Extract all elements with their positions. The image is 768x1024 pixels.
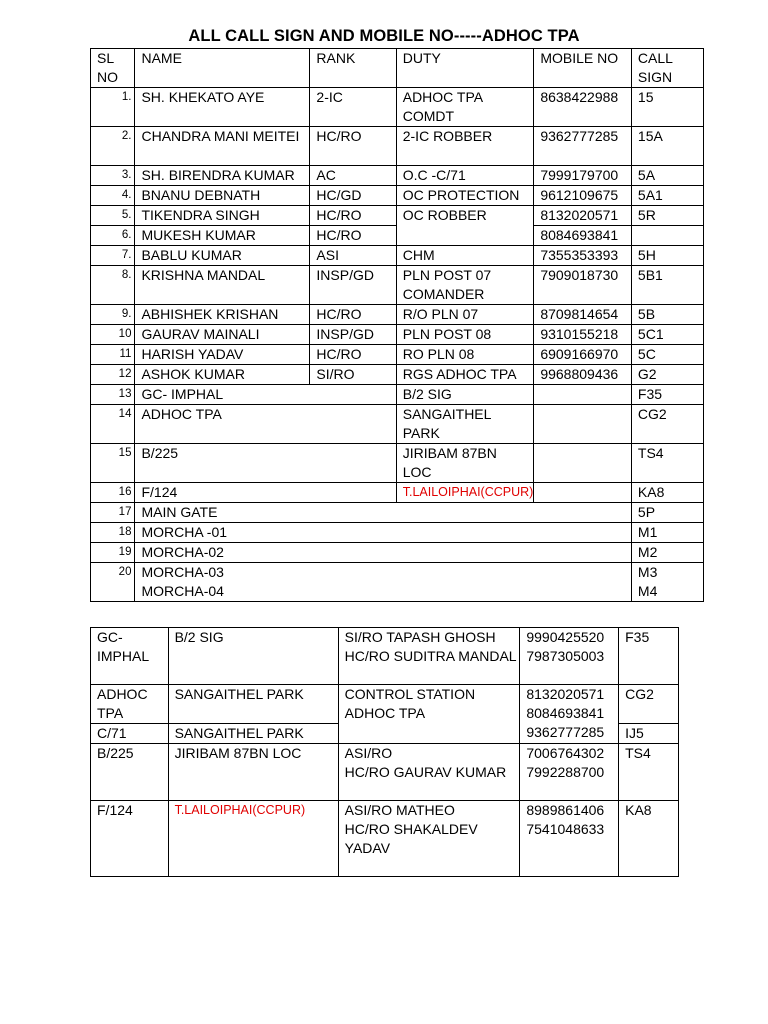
mobile-cell: 7355353393 — [534, 246, 632, 266]
call-cell: 5P — [631, 503, 703, 523]
name-cell: MORCHA -01 — [135, 523, 631, 543]
sl-cell: 13 — [91, 385, 135, 405]
location-cell: SANGAITHEL PARK — [168, 685, 338, 724]
table-row — [91, 246, 704, 266]
call-cell: 5R — [631, 206, 703, 226]
duty-cell: 2-IC ROBBER — [396, 127, 534, 166]
name-cell: MUKESH KUMAR — [135, 226, 310, 246]
sl-cell: 18 — [91, 523, 135, 543]
person-line: ADHOC TPA — [344, 705, 426, 721]
unit-cell: C/71 — [91, 724, 169, 744]
sl-cell: 19 — [91, 543, 135, 563]
unit-contact-table — [90, 627, 679, 877]
mobile-cell: 9362777285 — [534, 127, 632, 166]
call-cell: 15A — [631, 127, 703, 166]
call-cell: IJ5 — [619, 724, 679, 744]
table-row — [91, 186, 704, 206]
mobile-cell: 9968809436 — [534, 365, 632, 385]
call-cell: KA8 — [619, 801, 679, 877]
table-row — [91, 365, 704, 385]
rank-cell: HC/RO — [310, 345, 396, 365]
duty-cell: B/2 SIG — [396, 385, 534, 405]
call-cell: TS4 — [631, 444, 703, 483]
person-cell — [338, 628, 520, 685]
mobile-cell — [534, 444, 632, 483]
duty-cell: ADHOC TPA COMDT — [396, 88, 534, 127]
name-cell: BNANU DEBNATH — [135, 186, 310, 206]
mobile-cell: 7909018730 — [534, 266, 632, 305]
call-cell: F35 — [619, 628, 679, 685]
mobile-line: 9362777285 — [526, 724, 605, 740]
table-row — [91, 325, 704, 345]
table-row — [91, 166, 704, 186]
person-cell — [338, 801, 520, 877]
rank-cell: SI/RO — [310, 365, 396, 385]
table-row — [91, 266, 704, 305]
location-cell: T.LAILOIPHAI(CCPUR) — [168, 801, 338, 877]
person-cell — [338, 685, 520, 744]
header-name: NAME — [135, 49, 310, 88]
name-cell: ADHOC TPA — [135, 405, 396, 444]
duty-cell: O.C -C/71 — [396, 166, 534, 186]
rank-cell: INSP/GD — [310, 325, 396, 345]
name-cell: B/225 — [135, 444, 396, 483]
page-title: ALL CALL SIGN AND MOBILE NO-----ADHOC TPA — [188, 27, 580, 45]
name-cell: KRISHNA MANDAL — [135, 266, 310, 305]
table-row — [91, 127, 704, 166]
name-cell: GC- IMPHAL — [135, 385, 396, 405]
duty-cell: JIRIBAM 87BN LOC — [396, 444, 534, 483]
name-cell: HARISH YADAV — [135, 345, 310, 365]
person-line: CONTROL STATION — [344, 686, 476, 702]
call-cell: TS4 — [619, 744, 679, 801]
name-cell: CHANDRA MANI MEITEI — [135, 127, 310, 166]
call-cell: 5B1 — [631, 266, 703, 305]
name-cell: SH. KHEKATO AYE — [135, 88, 310, 127]
call-line: M3 — [637, 564, 658, 580]
rank-cell: HC/RO — [310, 305, 396, 325]
duty-cell: PLN POST 08 — [396, 325, 534, 345]
name-line: MORCHA-03 — [141, 564, 224, 580]
sl-cell: 2. — [91, 127, 135, 166]
rank-cell: 2-IC — [310, 88, 396, 127]
location-cell: B/2 SIG — [168, 628, 338, 685]
rank-cell: HC/GD — [310, 186, 396, 206]
mobile-line: 8132020571 — [526, 686, 605, 702]
name-cell: F/124 — [135, 483, 396, 503]
duty-cell: RO PLN 08 — [396, 345, 534, 365]
table-row — [91, 503, 704, 523]
mobile-cell: 8084693841 — [534, 226, 632, 246]
call-cell — [631, 226, 703, 246]
table-row — [91, 385, 704, 405]
location-cell: SANGAITHEL PARK — [168, 724, 338, 744]
sl-cell: 11 — [91, 345, 135, 365]
call-cell: F35 — [631, 385, 703, 405]
header-sl: SL NO — [91, 49, 135, 88]
unit-cell: F/124 — [91, 801, 169, 877]
mobile-cell — [520, 685, 619, 744]
mobile-cell: 7999179700 — [534, 166, 632, 186]
table-row — [91, 483, 704, 503]
call-cell: 5B — [631, 305, 703, 325]
rank-cell: HC/RO — [310, 127, 396, 166]
sl-cell: 4. — [91, 186, 135, 206]
sl-cell: 10 — [91, 325, 135, 345]
mobile-cell — [520, 744, 619, 801]
table-row — [91, 744, 679, 801]
call-cell: M1 — [631, 523, 703, 543]
mobile-line: 7006764302 — [526, 745, 605, 761]
sl-cell: 15 — [91, 444, 135, 483]
mobile-cell: 8638422988 — [534, 88, 632, 127]
table-row — [91, 523, 704, 543]
name-cell — [135, 563, 631, 602]
sl-cell: 14 — [91, 405, 135, 444]
call-cell: 5A1 — [631, 186, 703, 206]
duty-cell: CHM — [396, 246, 534, 266]
mobile-cell: 9310155218 — [534, 325, 632, 345]
call-cell: CG2 — [619, 685, 679, 724]
table-row — [91, 543, 704, 563]
call-cell: G2 — [631, 365, 703, 385]
mobile-cell — [520, 628, 619, 685]
person-line: ASI/RO MATHEO — [344, 802, 455, 818]
mobile-line: 7992288700 — [526, 764, 605, 780]
mobile-line: 7987305003 — [526, 648, 605, 664]
mobile-cell: 6909166970 — [534, 345, 632, 365]
call-cell: 5H — [631, 246, 703, 266]
call-cell: CG2 — [631, 405, 703, 444]
person-line: SI/RO TAPASH GHOSH — [344, 629, 496, 645]
sl-cell: 16 — [91, 483, 135, 503]
unit-cell: B/225 — [91, 744, 169, 801]
header-call: CALL SIGN — [631, 49, 703, 88]
call-sign-table — [90, 48, 704, 602]
person-line: HC/RO SUDITRA MANDAL — [344, 648, 517, 664]
sl-cell: 8. — [91, 266, 135, 305]
duty-cell: OC PROTECTION — [396, 186, 534, 206]
mobile-cell — [534, 385, 632, 405]
person-line: ASI/RO — [344, 745, 393, 761]
sl-cell: 7. — [91, 246, 135, 266]
mobile-line: 9990425520 — [526, 629, 605, 645]
mobile-line: 8084693841 — [526, 705, 605, 721]
sl-cell: 6. — [91, 226, 135, 246]
table-row — [91, 405, 704, 444]
call-line: M4 — [637, 583, 658, 599]
person-line: HC/RO GAURAV KUMAR — [344, 764, 507, 780]
sl-cell: 20 — [91, 563, 135, 602]
rank-cell: ASI — [310, 246, 396, 266]
name-cell: TIKENDRA SINGH — [135, 206, 310, 226]
sl-cell: 9. — [91, 305, 135, 325]
unit-cell: ADHOC TPA — [91, 685, 169, 724]
unit-cell: GC- IMPHAL — [91, 628, 169, 685]
duty-cell: R/O PLN 07 — [396, 305, 534, 325]
mobile-line: 7541048633 — [526, 821, 605, 837]
call-cell: 5C — [631, 345, 703, 365]
table-row — [91, 801, 679, 877]
duty-cell: T.LAILOIPHAI(CCPUR) — [396, 483, 534, 503]
call-cell: KA8 — [631, 483, 703, 503]
sl-cell: 3. — [91, 166, 135, 186]
mobile-cell: 8709814654 — [534, 305, 632, 325]
name-cell: MORCHA-02 — [135, 543, 631, 563]
call-cell: 5A — [631, 166, 703, 186]
duty-cell: OC ROBBER — [396, 206, 534, 246]
mobile-line: 8989861406 — [526, 802, 605, 818]
name-cell: BABLU KUMAR — [135, 246, 310, 266]
table-row — [91, 563, 704, 602]
header-mobile: MOBILE NO — [534, 49, 632, 88]
duty-cell: RGS ADHOC TPA — [396, 365, 534, 385]
mobile-cell — [534, 483, 632, 503]
rank-cell: INSP/GD — [310, 266, 396, 305]
table-row — [91, 685, 679, 724]
mobile-cell — [534, 405, 632, 444]
duty-cell: PLN POST 07 COMANDER — [396, 266, 534, 305]
table-row — [91, 305, 704, 325]
header-duty: DUTY — [396, 49, 534, 88]
name-cell: SH. BIRENDRA KUMAR — [135, 166, 310, 186]
table-row — [91, 88, 704, 127]
duty-cell: SANGAITHEL PARK — [396, 405, 534, 444]
mobile-cell: 8132020571 — [534, 206, 632, 226]
table-row — [91, 206, 704, 226]
rank-cell: HC/RO — [310, 206, 396, 226]
call-cell: M2 — [631, 543, 703, 563]
call-cell: 15 — [631, 88, 703, 127]
table-row — [91, 345, 704, 365]
table-header-row — [91, 49, 704, 88]
name-cell: ASHOK KUMAR — [135, 365, 310, 385]
name-cell: ABHISHEK KRISHAN — [135, 305, 310, 325]
rank-cell: HC/RO — [310, 226, 396, 246]
name-line: MORCHA-04 — [141, 583, 224, 599]
name-cell: MAIN GATE — [135, 503, 631, 523]
mobile-cell: 9612109675 — [534, 186, 632, 206]
header-rank: RANK — [310, 49, 396, 88]
sl-cell: 12 — [91, 365, 135, 385]
table-row — [91, 444, 704, 483]
call-cell — [631, 563, 703, 602]
person-cell — [338, 744, 520, 801]
person-line: HC/RO SHAKALDEV YADAV — [344, 821, 478, 856]
mobile-cell — [520, 801, 619, 877]
location-cell: JIRIBAM 87BN LOC — [168, 744, 338, 801]
call-cell: 5C1 — [631, 325, 703, 345]
sl-cell: 1. — [91, 88, 135, 127]
table-row — [91, 628, 679, 685]
sl-cell: 17 — [91, 503, 135, 523]
name-cell: GAURAV MAINALI — [135, 325, 310, 345]
sl-cell: 5. — [91, 206, 135, 226]
rank-cell: AC — [310, 166, 396, 186]
